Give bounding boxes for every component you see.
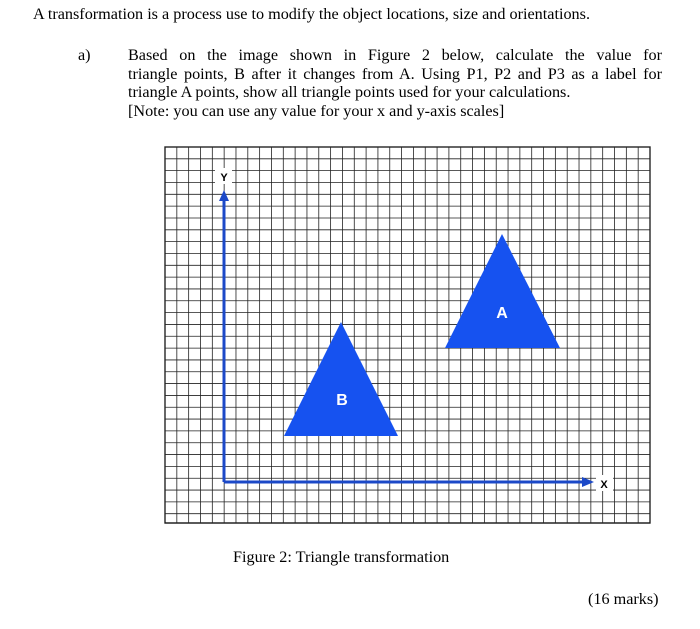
y-axis-label: Y — [220, 172, 228, 184]
question-line-2: triangle points, B after it changes from A. Using P1, P2 and P3 as a label for — [128, 64, 662, 83]
grid — [165, 147, 650, 523]
question-label: a) — [78, 46, 91, 64]
triangle-a-label: A — [496, 305, 508, 322]
figure-caption: Figure 2: Triangle transformation — [233, 548, 450, 566]
question-line-3: triangle A points, show all triangle points used for your calculations. — [128, 83, 571, 101]
x-axis-label: X — [600, 479, 608, 491]
intro-text: A transformation is a process use to modify the object locations, size and orientations. — [33, 5, 590, 23]
question-line-1: Based on the image shown in Figure 2 below, calculate the value for — [128, 46, 662, 64]
triangle-b-label: B — [336, 392, 348, 409]
question-line-4: [Note: you can use any value for your x and y-axis scales] — [128, 101, 505, 120]
marks: (16 marks) — [588, 590, 659, 608]
